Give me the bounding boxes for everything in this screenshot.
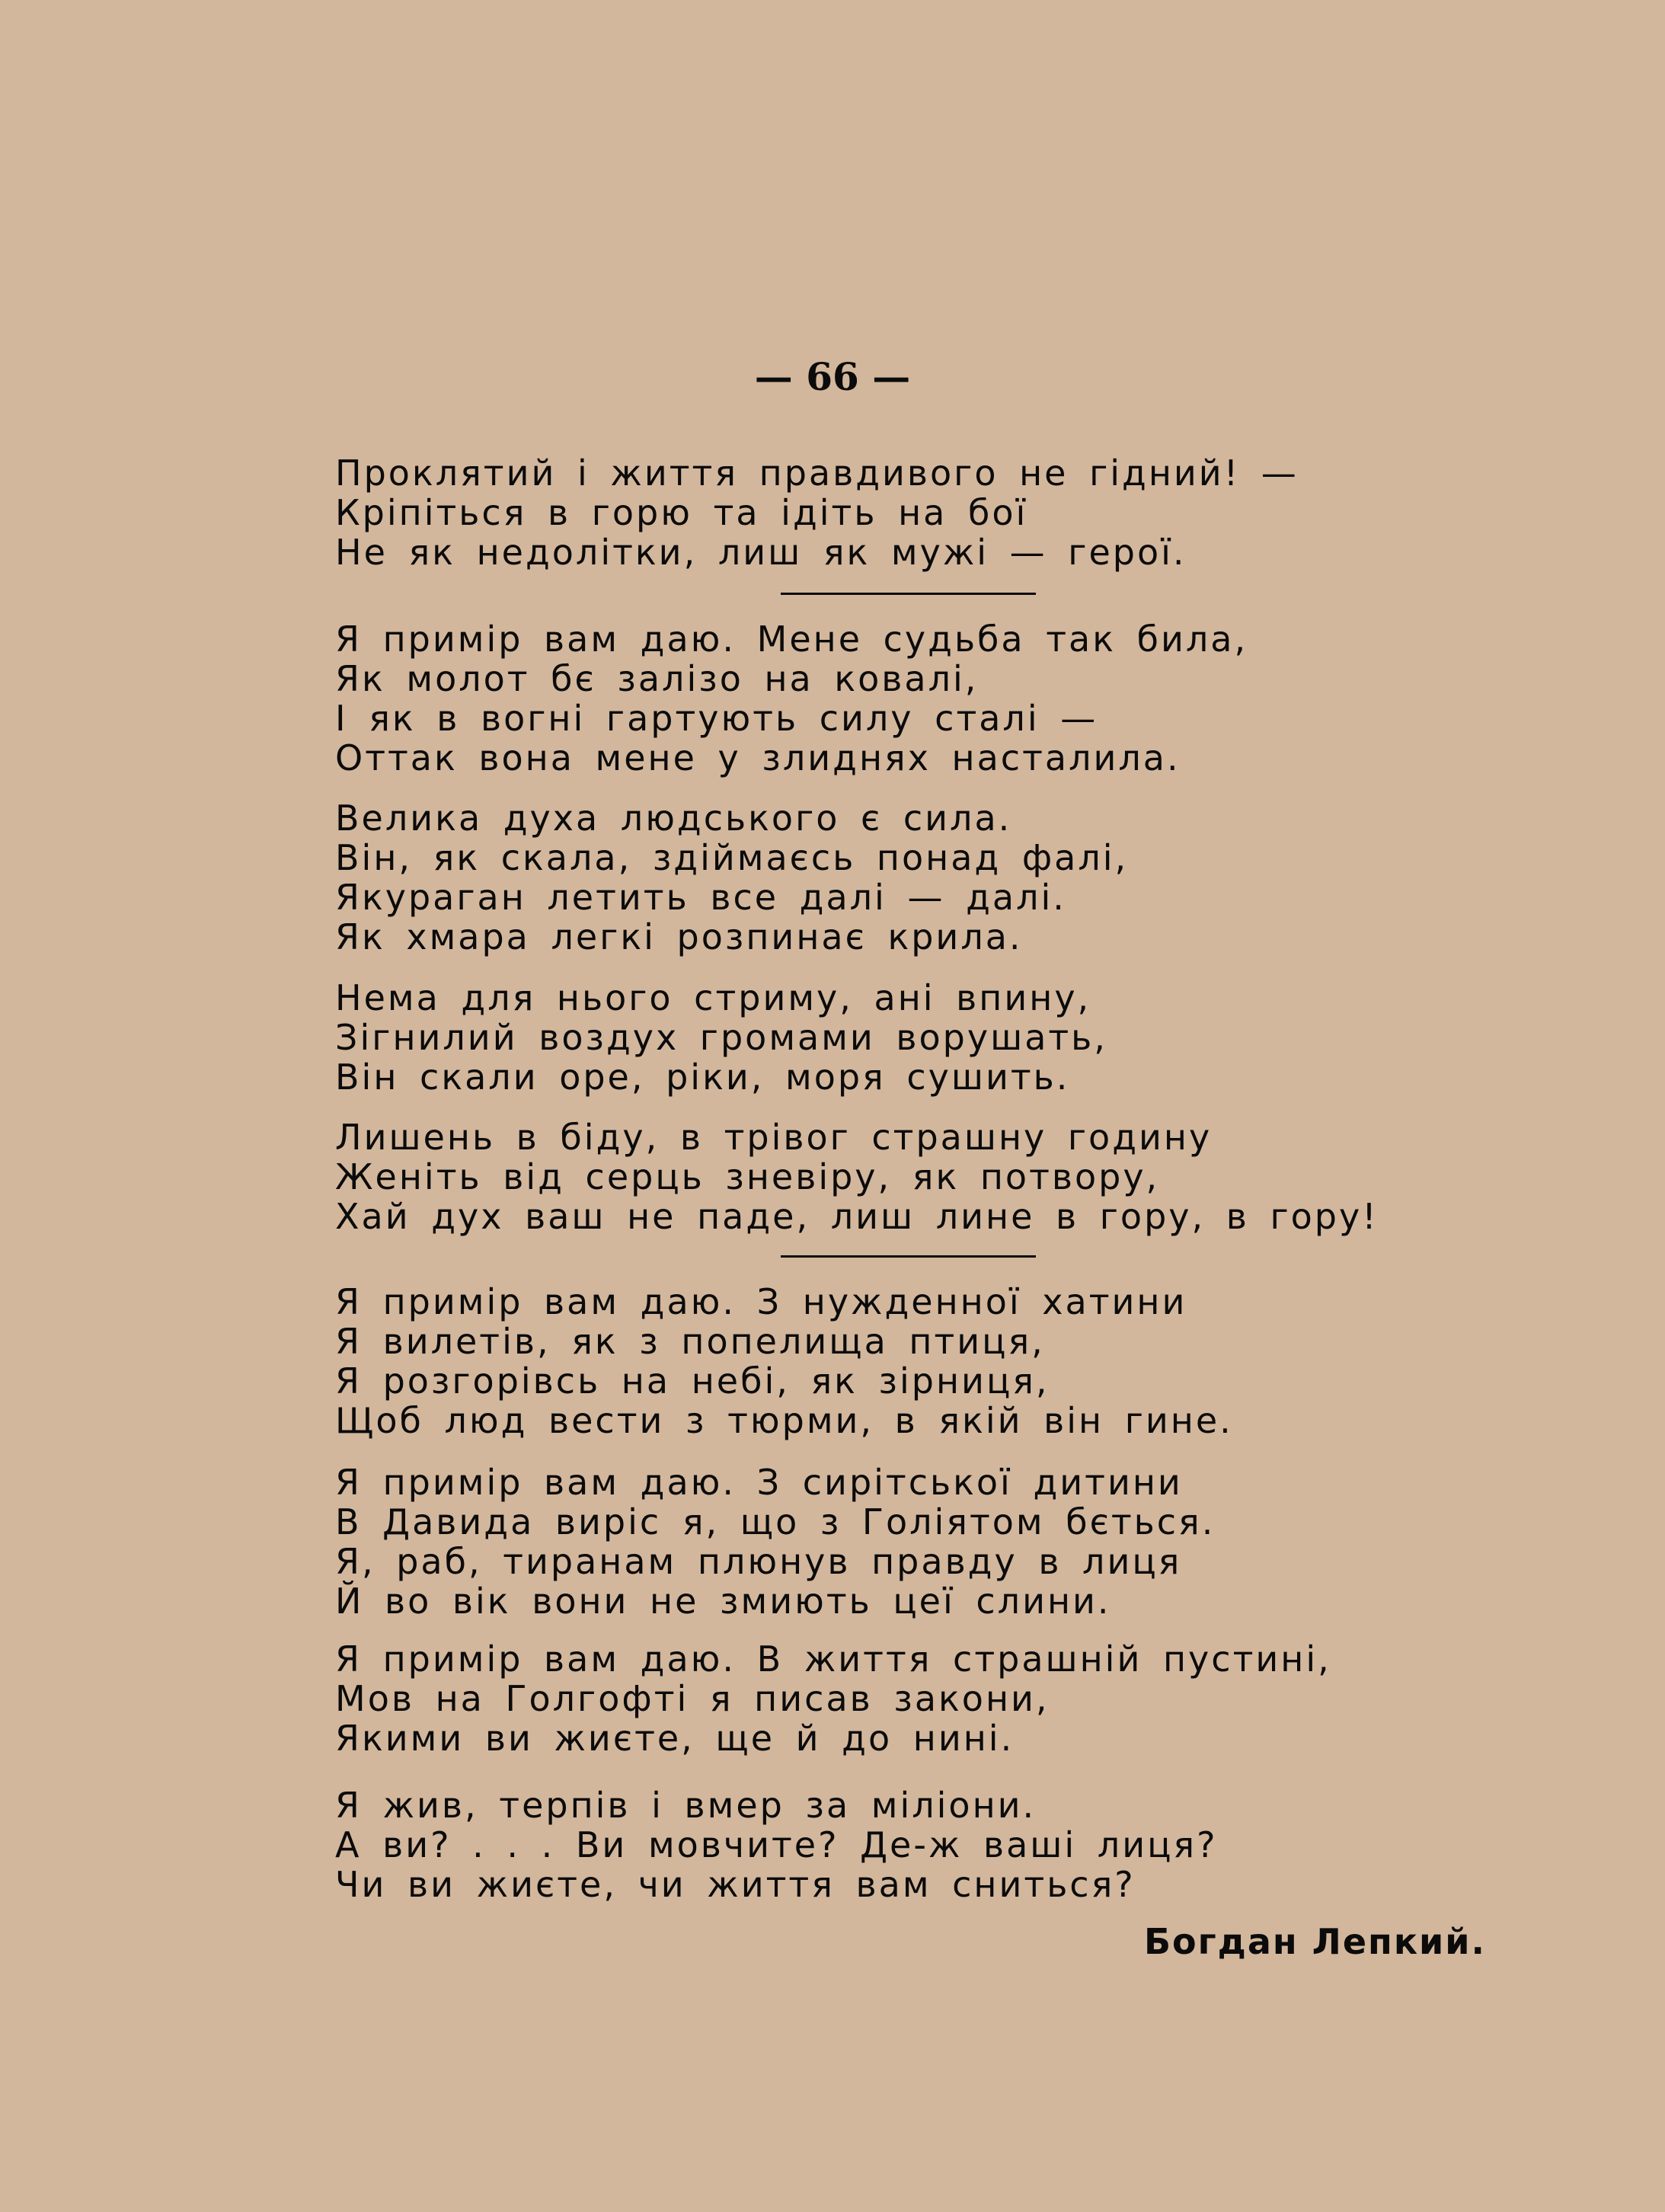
stanza [335, 1282, 1233, 1440]
poem-line: Оттак вона мене у злиднях насталила. [335, 737, 1181, 778]
poem-line: Лишень в біду, в трівог страшну годину [335, 1117, 1213, 1158]
stanza [335, 453, 1299, 572]
poem-line: І як в вогні гартують силу сталі — [335, 698, 1098, 739]
poem-line: Якими ви жиєте, ще й до нині. [335, 1718, 1015, 1759]
poem-line: Женіть від серць зневіру, як потвору, [335, 1156, 1160, 1197]
poem-line: Мов на Голгофті я писав закони, [335, 1678, 1050, 1719]
poem-line: Якураган летить все далі — далі. [335, 877, 1066, 918]
poem-line: Щоб люд вести з тюрми, в якій він гине. [335, 1400, 1233, 1441]
section-divider [781, 1255, 1036, 1258]
page-number: — 66 — [754, 354, 911, 399]
poem-line: Я примір вам даю. В життя страшній пустині, [335, 1638, 1331, 1680]
poem-line: А ви? . . . Ви мовчите? Де-ж ваші лиця? [335, 1824, 1218, 1865]
poem-line: Проклятий і життя правдивого не гідний! — [335, 452, 1299, 494]
poem-line: Й во вік вони не змиють цеї слини. [335, 1581, 1111, 1622]
poem-line: Чи ви жиєте, чи життя вам сниться? [335, 1864, 1136, 1905]
poem-line: Зігнилий воздух громами ворушать, [335, 1017, 1107, 1058]
stanza [335, 798, 1128, 957]
poem-line: Як хмара легкі розпинає крила. [335, 916, 1023, 957]
poem-line: Я, раб, тиранам плюнув правду в лиця [335, 1541, 1182, 1582]
stanza [335, 1639, 1331, 1758]
poem-line: Кріпіться в горю та ідіть на бої [335, 492, 1028, 533]
section-divider [781, 593, 1036, 595]
poem-line: Я розгорівсь на небі, як зірниця, [335, 1360, 1050, 1402]
poem-line: Я вилетів, як з попелища птиця, [335, 1321, 1045, 1362]
poem-line: Він, як скала, здіймаєсь понад фалі, [335, 837, 1129, 878]
stanza [335, 978, 1107, 1097]
stanza [335, 619, 1248, 778]
stanza [335, 1462, 1215, 1621]
poem-line: Нема для нього стриму, ані впину, [335, 977, 1091, 1018]
poem-line: Я примір вам даю. Мене судьба так била, [335, 619, 1248, 660]
poem-line: Хай дух ваш не паде, лиш лине в гору, в гору! [335, 1196, 1379, 1237]
poem-line: Не як недолітки, лиш як мужі — герої. [335, 532, 1187, 573]
author-signature: Богдан Лепкий. [1143, 1921, 1486, 1962]
poem-line: В Давида виріс я, що з Голіятом бється. [335, 1501, 1216, 1542]
poem-line: Велика духа людського є сила. [335, 798, 1012, 839]
poem-line: Я примір вам даю. З нужденної хатини [335, 1281, 1187, 1322]
poem-line: Я примір вам даю. З сирітської дитини [335, 1462, 1183, 1503]
poem-line: Як молот бє залізо на ковалі, [335, 658, 979, 699]
stanza [335, 1117, 1379, 1236]
stanza [335, 1785, 1218, 1904]
poem-line: Він скали оре, ріки, моря сушить. [335, 1056, 1070, 1098]
poem-line: Я жив, терпів і вмер за міліони. [335, 1785, 1037, 1826]
